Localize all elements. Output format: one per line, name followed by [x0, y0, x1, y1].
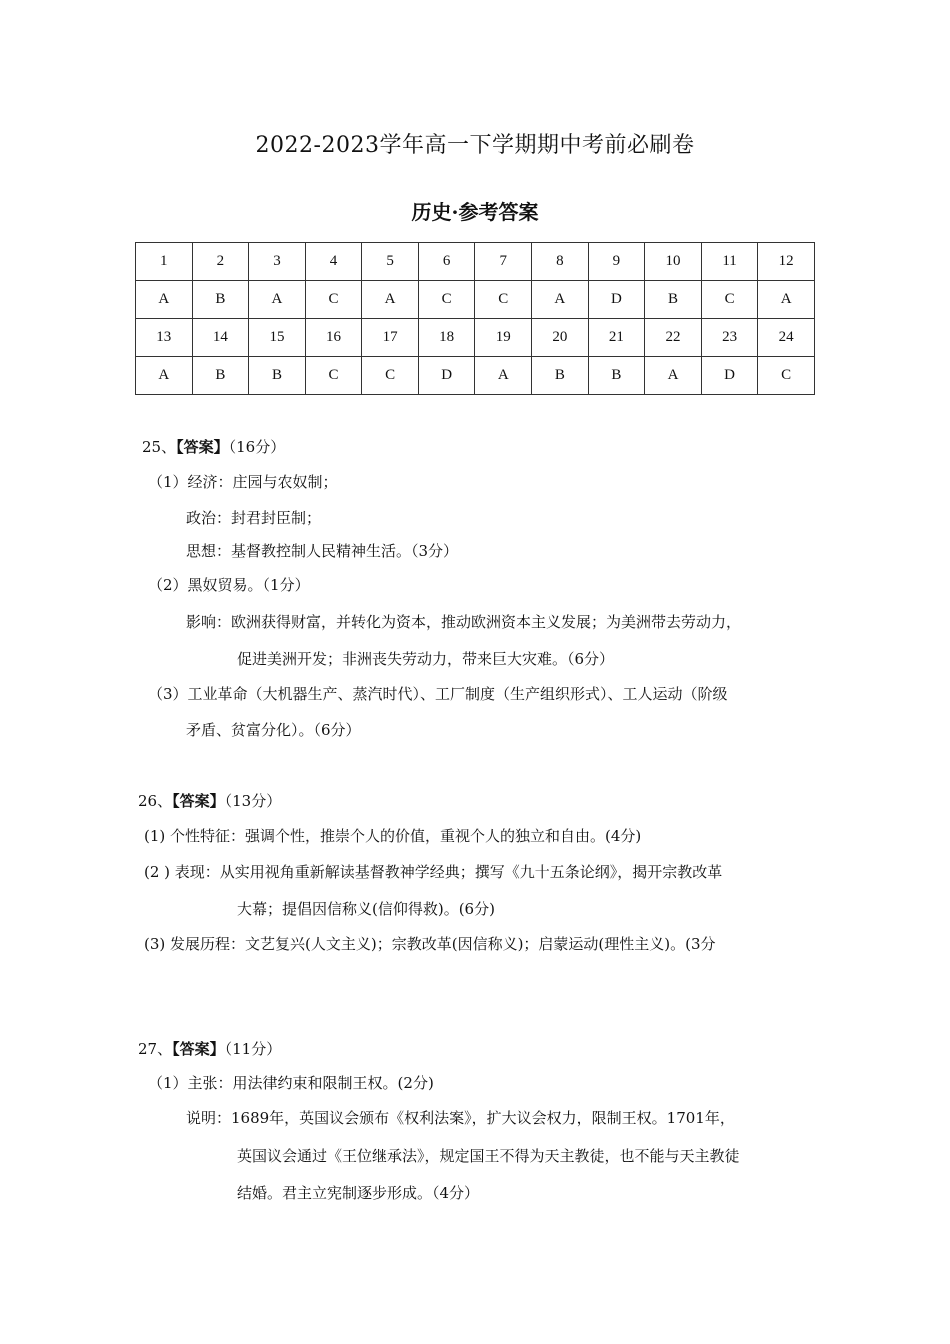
q27-line-4: 结婚。君主立宪制逐步形成。（4分） [237, 1184, 480, 1202]
q25-line-3: 思想：基督教控制人民精神生活。（3分） [186, 542, 459, 560]
question-number-cell: 22 [645, 319, 702, 357]
question-number-cell: 7 [475, 243, 532, 281]
answer-letter-cell: C [305, 281, 362, 319]
question-number-cell: 20 [532, 319, 589, 357]
answer-letter-cell: D [588, 281, 645, 319]
q25-line-7: （3）工业革命（大机器生产、蒸汽时代）、工厂制度（生产组织形式）、工人运动（阶级 [148, 685, 728, 703]
answer-letter-cell: A [249, 281, 306, 319]
answer-letter-cell: B [645, 281, 702, 319]
question-number-cell: 11 [701, 243, 758, 281]
answer-letter-cell: C [758, 357, 815, 395]
question-number-cell: 17 [362, 319, 419, 357]
question-number-cell: 14 [192, 319, 249, 357]
answer-letter-cell: D [701, 357, 758, 395]
answer-letter-row [136, 281, 815, 319]
q25-line-1: （1）经济：庄园与农奴制； [148, 473, 338, 491]
q25-line-4: （2）黑奴贸易。（1分） [148, 576, 310, 594]
q26-line-2: (2 ) 表现：从实用视角重新解读基督教神学经典；撰写《九十五条论纲》，揭开宗教改革 [144, 863, 723, 881]
q27-line-3: 英国议会通过《王位继承法》，规定国王不得为天主教徒，也不能与天主教徒 [237, 1147, 740, 1165]
q27-score: （11分） [224, 1040, 282, 1058]
q25-line-6: 促进美洲开发；非洲丧失劳动力，带来巨大灾难。（6分） [237, 650, 615, 668]
answer-letter-cell: C [701, 281, 758, 319]
question-number-cell: 13 [136, 319, 193, 357]
question-number-row [136, 319, 815, 357]
answer-letter-cell: B [588, 357, 645, 395]
answer-letter-cell: D [418, 357, 475, 395]
q26-header [138, 791, 281, 811]
q25-number: 25、 [142, 438, 177, 456]
question-number-cell: 2 [192, 243, 249, 281]
question-number-cell: 16 [305, 319, 362, 357]
answer-letter-cell: A [136, 281, 193, 319]
answer-table [135, 242, 815, 395]
answer-letter-cell: B [192, 357, 249, 395]
question-number-cell: 19 [475, 319, 532, 357]
question-number-cell: 5 [362, 243, 419, 281]
answer-letter-cell: C [418, 281, 475, 319]
answer-letter-cell: B [192, 281, 249, 319]
q25-line-2: 政治：封君封臣制； [186, 509, 322, 527]
answer-letter-cell: C [305, 357, 362, 395]
question-number-cell: 9 [588, 243, 645, 281]
q27-answer-tag: 【答案】 [172, 1040, 225, 1058]
answer-letter-cell: A [136, 357, 193, 395]
question-number-cell: 1 [136, 243, 193, 281]
question-number-cell: 8 [532, 243, 589, 281]
question-number-cell: 3 [249, 243, 306, 281]
q26-score: （13分） [224, 792, 282, 810]
q27-line-1: （1）主张：用法律约束和限制王权。(2分) [148, 1074, 434, 1092]
question-number-cell: 18 [418, 319, 475, 357]
answer-letter-cell: B [532, 357, 589, 395]
question-number-cell: 6 [418, 243, 475, 281]
question-number-cell: 24 [758, 319, 815, 357]
answer-letter-cell: A [532, 281, 589, 319]
question-number-cell: 15 [249, 319, 306, 357]
question-number-cell: 21 [588, 319, 645, 357]
q25-line-5: 影响：欧洲获得财富，并转化为资本，推动欧洲资本主义发展；为美洲带去劳动力， [186, 613, 742, 631]
page-title: 2022-2023学年高一下学期期中考前必刷卷 [255, 133, 695, 158]
question-number-cell: 10 [645, 243, 702, 281]
q26-number: 26、 [138, 792, 173, 810]
answer-letter-cell: C [362, 357, 419, 395]
page-subtitle: 历史·参考答案 [411, 200, 539, 224]
answer-letter-cell: B [249, 357, 306, 395]
answer-letter-cell: C [475, 281, 532, 319]
question-number-cell: 12 [758, 243, 815, 281]
answer-letter-cell: A [645, 357, 702, 395]
q27-number: 27、 [138, 1040, 173, 1058]
q26-line-1: (1) 个性特征：强调个性，推崇个人的价值，重视个人的独立和自由。(4分) [144, 827, 642, 845]
question-number-row [136, 243, 815, 281]
answer-letter-cell: A [758, 281, 815, 319]
answer-letter-cell: A [362, 281, 419, 319]
q26-line-3: 大幕；提倡因信称义(信仰得救)。(6分) [237, 900, 495, 918]
q27-line-2: 说明：1689年，英国议会颁布《权利法案》，扩大议会权力，限制王权。1701年， [186, 1109, 735, 1127]
q26-line-4: (3) 发展历程：文艺复兴(人文主义)；宗教改革(因信称义)；启蒙运动(理性主义)。(3分 [144, 935, 716, 953]
q25-score: （16分） [228, 438, 286, 456]
answer-letter-cell: A [475, 357, 532, 395]
question-number-cell: 4 [305, 243, 362, 281]
q27-header [138, 1039, 281, 1059]
answer-letter-row [136, 357, 815, 395]
q26-answer-tag: 【答案】 [172, 792, 225, 810]
q25-header [142, 437, 285, 457]
q25-answer-tag: 【答案】 [176, 438, 229, 456]
question-number-cell: 23 [701, 319, 758, 357]
q25-line-8: 矛盾、贫富分化）。（6分） [186, 721, 361, 739]
